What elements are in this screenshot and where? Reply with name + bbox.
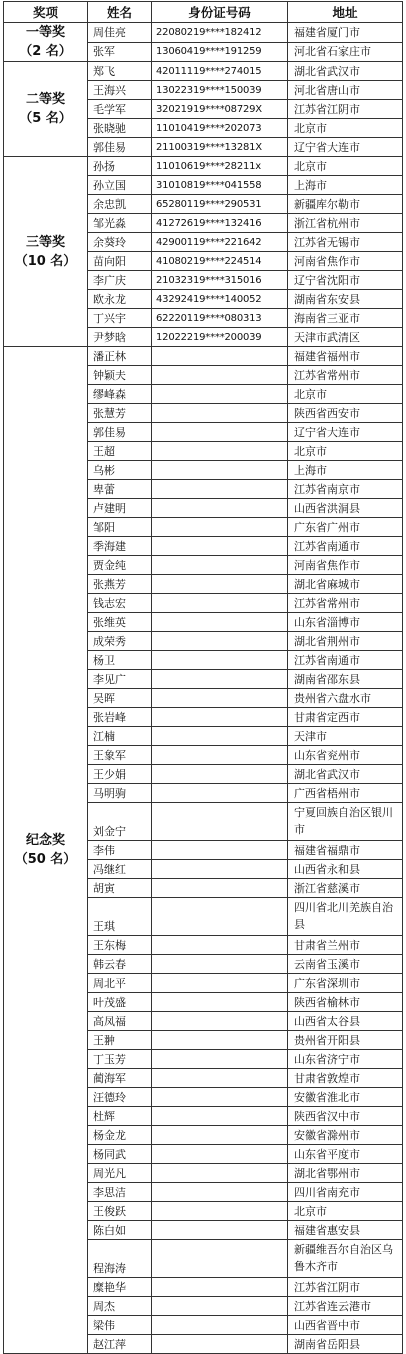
winner-id-number bbox=[152, 480, 288, 499]
winner-id-number bbox=[152, 366, 288, 385]
winner-address: 江苏省南京市 bbox=[288, 480, 403, 499]
winner-address: 江苏省南通市 bbox=[288, 537, 403, 556]
winner-name: 周光凡 bbox=[88, 1164, 152, 1183]
winner-address: 甘肃省敦煌市 bbox=[288, 1069, 403, 1088]
winner-name: 王象军 bbox=[88, 746, 152, 765]
winner-address: 辽宁省大连市 bbox=[288, 138, 403, 157]
winner-id-number: 11010619****28211x bbox=[152, 157, 288, 176]
winner-id-number: 43292419****140052 bbox=[152, 290, 288, 309]
winner-address: 北京市 bbox=[288, 442, 403, 461]
winner-name: 韩云春 bbox=[88, 955, 152, 974]
winner-id-number bbox=[152, 1145, 288, 1164]
winner-address: 甘肃省定西市 bbox=[288, 708, 403, 727]
winner-id-number: 13060419****191259 bbox=[152, 42, 288, 62]
winner-address: 河北省唐山市 bbox=[288, 81, 403, 100]
winner-name: 王少娟 bbox=[88, 765, 152, 784]
winner-address: 安徽省淮北市 bbox=[288, 1088, 403, 1107]
winner-address: 广西省梧州市 bbox=[288, 784, 403, 803]
winner-address: 新疆库尔勒市 bbox=[288, 195, 403, 214]
winner-name: 卑蕾 bbox=[88, 480, 152, 499]
winner-address: 福建省福鼎市 bbox=[288, 841, 403, 860]
winner-id-number bbox=[152, 936, 288, 955]
winner-address: 湖北省鄂州市 bbox=[288, 1164, 403, 1183]
winner-id-number bbox=[152, 518, 288, 537]
winner-id-number: 41272619****132416 bbox=[152, 214, 288, 233]
winner-address: 北京市 bbox=[288, 157, 403, 176]
winner-id-number: 13022319****150039 bbox=[152, 81, 288, 100]
winner-name: 江楠 bbox=[88, 727, 152, 746]
winner-name: 程海涛 bbox=[88, 1240, 152, 1278]
winner-address: 河南省焦作市 bbox=[288, 252, 403, 271]
winner-id-number bbox=[152, 974, 288, 993]
winner-name: 成荣秀 bbox=[88, 632, 152, 651]
winner-name: 吴晖 bbox=[88, 689, 152, 708]
winner-name: 苗向阳 bbox=[88, 252, 152, 271]
winner-id-number bbox=[152, 651, 288, 670]
prize-count: （50 名） bbox=[14, 852, 77, 867]
winner-name: 缪峰森 bbox=[88, 385, 152, 404]
winner-id-number: 21032319****315016 bbox=[152, 271, 288, 290]
winner-name: 邹光淼 bbox=[88, 214, 152, 233]
winner-address: 江苏省江阴市 bbox=[288, 100, 403, 119]
winner-id-number: 32021919****08729X bbox=[152, 100, 288, 119]
winner-id-number bbox=[152, 1069, 288, 1088]
winner-name: 余葵玲 bbox=[88, 233, 152, 252]
winner-id-number bbox=[152, 879, 288, 898]
prize-group-cell bbox=[4, 347, 88, 1354]
winner-id-number: 65280119****290531 bbox=[152, 195, 288, 214]
winner-name: 王翀 bbox=[88, 1031, 152, 1050]
header-prize: 奖项 bbox=[4, 2, 88, 23]
winner-name: 卢建明 bbox=[88, 499, 152, 518]
winner-id-number bbox=[152, 575, 288, 594]
table-row bbox=[4, 62, 403, 81]
winner-id-number bbox=[152, 708, 288, 727]
winner-id-number bbox=[152, 1202, 288, 1221]
winner-address: 北京市 bbox=[288, 1202, 403, 1221]
winner-id-number bbox=[152, 689, 288, 708]
winner-id-number bbox=[152, 1107, 288, 1126]
winner-id-number: 41080219****224514 bbox=[152, 252, 288, 271]
winner-id-number: 22080219****182412 bbox=[152, 23, 288, 43]
winner-id-number bbox=[152, 803, 288, 841]
winner-id-number bbox=[152, 955, 288, 974]
winner-name: 李见广 bbox=[88, 670, 152, 689]
winner-address: 宁夏回族自治区银川市 bbox=[288, 803, 403, 841]
winner-name: 钟颖夫 bbox=[88, 366, 152, 385]
winner-address: 山东省兖州市 bbox=[288, 746, 403, 765]
table-body bbox=[4, 23, 403, 1354]
winner-id-number bbox=[152, 613, 288, 632]
winner-name: 贾金纯 bbox=[88, 556, 152, 575]
prize-group-cell bbox=[4, 23, 88, 62]
winner-name: 潘正林 bbox=[88, 347, 152, 366]
prize-count: （2 名） bbox=[19, 44, 72, 59]
winner-address: 甘肃省兰州市 bbox=[288, 936, 403, 955]
winner-id-number bbox=[152, 442, 288, 461]
winner-address: 贵州省六盘水市 bbox=[288, 689, 403, 708]
winner-name: 丁玉芳 bbox=[88, 1050, 152, 1069]
winner-id-number bbox=[152, 898, 288, 936]
winner-id-number: 42011119****274015 bbox=[152, 62, 288, 81]
winner-address: 浙江省慈溪市 bbox=[288, 879, 403, 898]
winner-address: 江苏省连云港市 bbox=[288, 1297, 403, 1316]
winner-id-number bbox=[152, 556, 288, 575]
table-row bbox=[4, 157, 403, 176]
winner-address: 贵州省开阳县 bbox=[288, 1031, 403, 1050]
winner-name: 陈白如 bbox=[88, 1221, 152, 1240]
winner-id-number: 42900119****221642 bbox=[152, 233, 288, 252]
winner-id-number bbox=[152, 841, 288, 860]
winner-address: 辽宁省沈阳市 bbox=[288, 271, 403, 290]
winner-address: 湖北省武汉市 bbox=[288, 765, 403, 784]
winner-name: 张岩峰 bbox=[88, 708, 152, 727]
prize-count: （10 名） bbox=[14, 253, 77, 269]
winner-address: 江苏省无锡市 bbox=[288, 233, 403, 252]
winner-address: 浙江省杭州市 bbox=[288, 214, 403, 233]
winner-address: 湖北省麻城市 bbox=[288, 575, 403, 594]
winner-address: 山东省淄博市 bbox=[288, 613, 403, 632]
winner-name: 周杰 bbox=[88, 1297, 152, 1316]
winner-name: 丁兴宇 bbox=[88, 309, 152, 328]
winner-address: 云南省玉溪市 bbox=[288, 955, 403, 974]
winner-name: 李广庆 bbox=[88, 271, 152, 290]
prize-title: 纪念奖 bbox=[25, 833, 65, 848]
winner-address: 湖南省东安县 bbox=[288, 290, 403, 309]
winner-name: 邹阳 bbox=[88, 518, 152, 537]
prize-group-cell bbox=[4, 62, 88, 157]
table-row bbox=[4, 347, 403, 366]
winner-id-number bbox=[152, 1316, 288, 1335]
winner-name: 张军 bbox=[88, 42, 152, 62]
winner-id-number bbox=[152, 860, 288, 879]
winner-id-number bbox=[152, 404, 288, 423]
winner-id-number: 11010419****202073 bbox=[152, 119, 288, 138]
table-header-row bbox=[4, 2, 403, 23]
winner-address: 江苏省常州市 bbox=[288, 366, 403, 385]
winner-name: 王琪 bbox=[88, 898, 152, 936]
winner-name: 梁伟 bbox=[88, 1316, 152, 1335]
winner-address: 北京市 bbox=[288, 119, 403, 138]
winner-address: 山西省太谷县 bbox=[288, 1012, 403, 1031]
winner-name: 杜辉 bbox=[88, 1107, 152, 1126]
header-id-number: 身份证号码 bbox=[152, 2, 288, 23]
winner-name: 冯继红 bbox=[88, 860, 152, 879]
winner-address: 福建省福州市 bbox=[288, 347, 403, 366]
winner-name: 钱志宏 bbox=[88, 594, 152, 613]
winner-name: 王俊跃 bbox=[88, 1202, 152, 1221]
winner-name: 郑飞 bbox=[88, 62, 152, 81]
winner-id-number bbox=[152, 1278, 288, 1297]
winner-name: 杨同武 bbox=[88, 1145, 152, 1164]
winner-name: 郭佳易 bbox=[88, 138, 152, 157]
winner-id-number bbox=[152, 993, 288, 1012]
header-name: 姓名 bbox=[88, 2, 152, 23]
winner-id-number: 21100319****13281X bbox=[152, 138, 288, 157]
winner-name: 孙扬 bbox=[88, 157, 152, 176]
winner-address: 湖南省邵东县 bbox=[288, 670, 403, 689]
winner-id-number: 31010819****041558 bbox=[152, 176, 288, 195]
winner-name: 尹梦晗 bbox=[88, 328, 152, 347]
winner-name: 郭佳易 bbox=[88, 423, 152, 442]
winner-id-number bbox=[152, 385, 288, 404]
winner-name: 乌彬 bbox=[88, 461, 152, 480]
winner-id-number bbox=[152, 1221, 288, 1240]
winner-name: 李伟 bbox=[88, 841, 152, 860]
winner-address: 山西省洪洞县 bbox=[288, 499, 403, 518]
winner-address: 天津市 bbox=[288, 727, 403, 746]
winner-address: 湖南省岳阳县 bbox=[288, 1335, 403, 1354]
winner-id-number bbox=[152, 499, 288, 518]
winner-name: 季海建 bbox=[88, 537, 152, 556]
winner-name: 杨金龙 bbox=[88, 1126, 152, 1145]
winner-id-number bbox=[152, 1183, 288, 1202]
winner-address: 安徽省滁州市 bbox=[288, 1126, 403, 1145]
winner-address: 江苏省南通市 bbox=[288, 651, 403, 670]
winner-name: 张晓驰 bbox=[88, 119, 152, 138]
winner-name: 李思洁 bbox=[88, 1183, 152, 1202]
winner-id-number: 12022219****200039 bbox=[152, 328, 288, 347]
winner-address: 四川省南充市 bbox=[288, 1183, 403, 1202]
winner-name: 杨卫 bbox=[88, 651, 152, 670]
winner-id-number bbox=[152, 537, 288, 556]
winner-address: 江苏省江阴市 bbox=[288, 1278, 403, 1297]
winner-address: 陕西省西安市 bbox=[288, 404, 403, 423]
winner-address: 山西省永和县 bbox=[288, 860, 403, 879]
winner-id-number bbox=[152, 784, 288, 803]
winner-id-number bbox=[152, 765, 288, 784]
winner-id-number bbox=[152, 1164, 288, 1183]
winner-name: 张燕芳 bbox=[88, 575, 152, 594]
winner-address: 福建省惠安县 bbox=[288, 1221, 403, 1240]
prize-count: （5 名） bbox=[19, 111, 72, 126]
winner-address: 山西省晋中市 bbox=[288, 1316, 403, 1335]
winner-id-number bbox=[152, 1031, 288, 1050]
winner-name: 胡寅 bbox=[88, 879, 152, 898]
prize-title: 二等奖 bbox=[25, 92, 65, 107]
winner-id-number bbox=[152, 1297, 288, 1316]
winner-id-number bbox=[152, 461, 288, 480]
winner-id-number bbox=[152, 1335, 288, 1354]
winner-address: 陕西省榆林市 bbox=[288, 993, 403, 1012]
winner-id-number bbox=[152, 1088, 288, 1107]
winner-name: 周佳亮 bbox=[88, 23, 152, 43]
winner-name: 马明驹 bbox=[88, 784, 152, 803]
winner-id-number bbox=[152, 1126, 288, 1145]
winner-name: 高凤福 bbox=[88, 1012, 152, 1031]
winner-address: 天津市武清区 bbox=[288, 328, 403, 347]
winner-name: 赵江萍 bbox=[88, 1335, 152, 1354]
winner-name: 孙立国 bbox=[88, 176, 152, 195]
winner-address: 新疆维吾尔自治区乌鲁木齐市 bbox=[288, 1240, 403, 1278]
winner-address: 陕西省汉中市 bbox=[288, 1107, 403, 1126]
winner-name: 王东梅 bbox=[88, 936, 152, 955]
winner-address: 北京市 bbox=[288, 385, 403, 404]
winner-address: 福建省厦门市 bbox=[288, 23, 403, 43]
winner-name: 刘金宁 bbox=[88, 803, 152, 841]
table-row bbox=[4, 23, 403, 43]
winner-address: 江苏省常州市 bbox=[288, 594, 403, 613]
winner-address: 四川省北川羌族自治县 bbox=[288, 898, 403, 936]
winner-address: 广东省广州市 bbox=[288, 518, 403, 537]
winner-address: 海南省三亚市 bbox=[288, 309, 403, 328]
winner-address: 辽宁省大连市 bbox=[288, 423, 403, 442]
winner-name: 王超 bbox=[88, 442, 152, 461]
winner-name: 张慧芳 bbox=[88, 404, 152, 423]
winner-address: 河南省焦作市 bbox=[288, 556, 403, 575]
winner-id-number bbox=[152, 632, 288, 651]
winner-id-number bbox=[152, 423, 288, 442]
winner-id-number bbox=[152, 746, 288, 765]
winner-id-number bbox=[152, 1240, 288, 1278]
prize-group-cell bbox=[4, 157, 88, 347]
award-winners-table bbox=[3, 1, 403, 1354]
winner-id-number bbox=[152, 347, 288, 366]
prize-title: 三等奖 bbox=[25, 234, 65, 250]
winner-name: 糜艳华 bbox=[88, 1278, 152, 1297]
winner-id-number bbox=[152, 1012, 288, 1031]
winner-address: 湖北省武汉市 bbox=[288, 62, 403, 81]
winner-name: 汪德玲 bbox=[88, 1088, 152, 1107]
winner-name: 张维英 bbox=[88, 613, 152, 632]
winner-address: 上海市 bbox=[288, 461, 403, 480]
winner-name: 王海兴 bbox=[88, 81, 152, 100]
winner-name: 蔺海军 bbox=[88, 1069, 152, 1088]
winner-name: 周北平 bbox=[88, 974, 152, 993]
winner-address: 上海市 bbox=[288, 176, 403, 195]
winner-address: 山东省济宁市 bbox=[288, 1050, 403, 1069]
winner-id-number bbox=[152, 727, 288, 746]
prize-title: 一等奖 bbox=[25, 25, 65, 40]
winner-address: 山东省平度市 bbox=[288, 1145, 403, 1164]
winner-name: 余忠凯 bbox=[88, 195, 152, 214]
winner-id-number bbox=[152, 594, 288, 613]
winner-address: 广东省深圳市 bbox=[288, 974, 403, 993]
winner-name: 欧永龙 bbox=[88, 290, 152, 309]
winner-address: 湖北省荆州市 bbox=[288, 632, 403, 651]
winner-address: 河北省石家庄市 bbox=[288, 42, 403, 62]
winner-id-number bbox=[152, 1050, 288, 1069]
winner-name: 毛学军 bbox=[88, 100, 152, 119]
winner-name: 叶茂盛 bbox=[88, 993, 152, 1012]
header-address: 地址 bbox=[288, 2, 403, 23]
winner-id-number: 62220119****080313 bbox=[152, 309, 288, 328]
winner-id-number bbox=[152, 670, 288, 689]
